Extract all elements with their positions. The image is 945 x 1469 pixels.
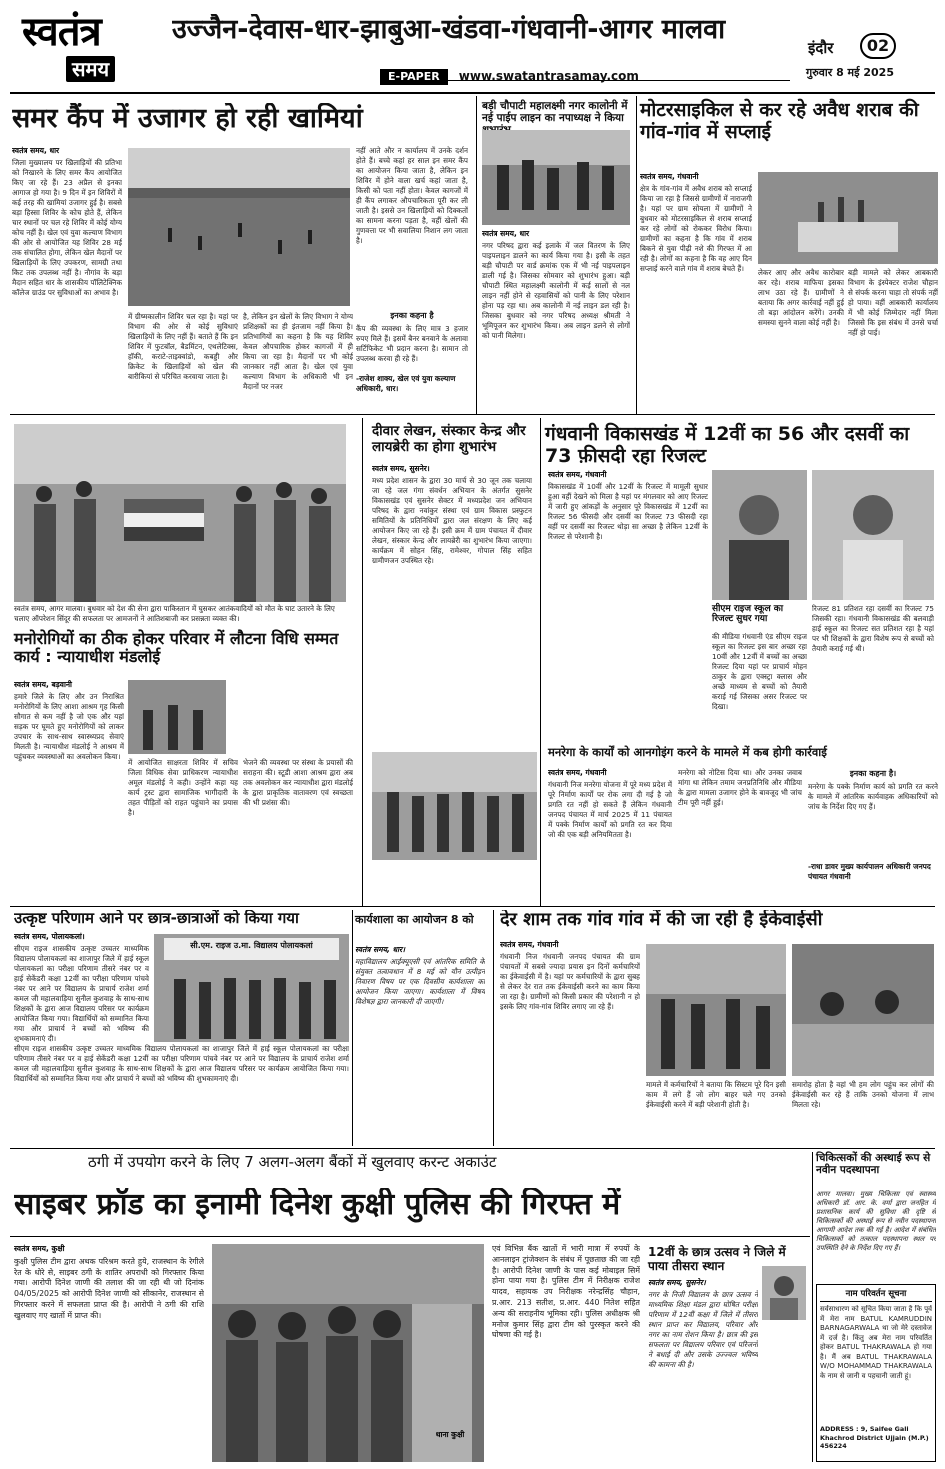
result-body: स्वतंत्र समय, गंधवानी विकासखंड में 10वीं और 12वीं के रिजल्ट में मामूली सुधार हुआ वहीं देखने को मिला है यहां पर मंगलवार को आए रिजल्ट में जारी हुए आंकड़ों के अनुसार पूरे विकासखंड में 12वीं का रिजल्ट 56 फीसदी और दसवीं का रिजल्ट 73 फीसदी रहा वहीं पर दसवीं का रिजल्ट थोड़ा सा अच्छा है लेकिन 12वीं के रिजल्ट से परेशानी है। [548, 470, 708, 541]
protest-caption: स्वतंत्र समय, आगर मालवा। बुधवार को देश की सेना द्वारा पाकिस्तान में घुसकर आतंकवादियों को मौत के घाट उतारने के लिए चलाए ऑपरेशन सिंदूर की सफलता पर आमजनों ने आतिशबाजी कर प्रसन्नता व्यक्त की। [14, 604, 335, 623]
city-label: इंदौर [808, 39, 834, 57]
notice-title: नाम परिवर्तन सूचना [820, 1288, 932, 1302]
result-headline: गंधवानी विकासखंड में 12वीं का 56 और दसवीं का 73 फ़ीसदी रहा रिजल्ट [545, 423, 910, 467]
class12-body: स्वतंत्र समय, सुसनेर। नगर के निजी विद्यालय के छात्र उत्सव ने माध्यमिक शिक्षा मंडल द्वारा घोषित परीक्षा परिणाम में 12वीं कक्षा में जिले में तीसरा स्थान प्राप्त कर विद्यालय, परिवार और नगर का नाम रोशन किया है। छात्र की इस सफलता पर विद्यालय परिवार एवं परिजनों ने बधाई दी और उसके उज्ज्वल भविष्य की कामना की है। [648, 1278, 758, 1369]
result-photo-caption: सीएम राइज स्कूल का रिजल्ट सुधर गया [712, 604, 784, 625]
liquor-col3: बड़ी मामले को लेकर आबकारी विभाग के इंस्पेक्टर राजेश चौहान से संपर्क करना चाहा तो संपर्क नहीं हो पाया। वहीं आबकारी कार्यालय में भी कोई जिम्मेदार नहीं मिला जिससे कि इस संबंध में उनसे चर्चा नहीं हो पाई। [848, 268, 938, 337]
masthead [0, 0, 945, 92]
edition-title: उज्जैन-देवास-धार-झाबुआ-खंडवा-गंधवानी-आगर मालवा [172, 14, 726, 45]
ekyc-col3: समारोह होता है वहां भी हम लोग पहुंच कर लोगों की ईकेवाईसी कर रहे हैं ताकि उनको योजना में लाभ मिलता रहे। [792, 1080, 934, 1109]
hospitals-body: आगर मालवा। मुख्य चिकित्सा एवं स्वास्थ्य अधिकारी डॉ. आर. के. वर्मा द्वारा जनहित में प्रशासनिक कार्य की सुविधा की दृष्टि से चिकित्सकों की अस्थाई रूप से नवीन पदस्थापना आगामी आदेश तक की गई है। आदेश में संबंधित चिकित्सकों को तत्काल पदस्थापना स्थल पर उपस्थिति देने के निर्देश दिए गए हैं। [816, 1190, 936, 1252]
epaper-bar [380, 65, 790, 81]
cyber-kicker: ठगी में उपयोग करने के लिए 7 अलग-अलग बैंकों में खुलवाए करन्ट अकाउंट [88, 1154, 497, 1171]
epaper-label: E-PAPER [380, 69, 448, 85]
website[interactable]: www.swatantrasamay.com [458, 69, 639, 83]
library-body: स्वतंत्र समय, सुसनेर। मध्य प्रदेश शासन के द्वारा 30 मार्च से 30 जून तक चलाया जा रहे जल गंगा संवर्धन अभियान के अंतर्गत सुसनेर विकासखंड एवं सुसनेर सेक्टर में मध्यप्रदेश जन अभियान परिषद के द्वारा नवांकुर संस्था एवं ग्राम विकास प्रस्फुटन समितियों के प्रतिनिधियों द्वारा जल संरक्षण के लिए कई आयोजन किए जा रहे हैं। इसी क्रम में ग्राम पंचायत में दीवार लेखन, संस्कार केन्द्र और लायब्रेरी का शुभारंभ किया जाएगा। कार्यक्रम में सोहन सिंह, रामेश्वर, गोपाल सिंह सहित ग्रामीणजन उपस्थित रहे। [372, 464, 532, 565]
mnrega-headline: मनरेगा के कार्यों को आनगोइंग करने के मामले में कब होगी कार्रवाई [548, 745, 827, 759]
class12-headline: 12वीं के छात्र उत्सव ने जिले में पाया तीसरा स्थान [648, 1245, 786, 1273]
notice-address: ADDRESS : 9, Saifee Gali Khachrod District Ujjain (M.P.) 456224 [820, 1425, 929, 1450]
exam-headline: उत्कृष्ट परिणाम आने पर छात्र-छात्राओं को किया गया [14, 910, 299, 927]
result-col3: रिजल्ट 81 प्रतिशत रहा दसवीं का रिजल्ट 75 जिसकी रहा। गंधवानी विकासखंड की बलवाड़ी हाई स्कूल का रिजल्ट सत प्रतिशत रहा है यहां पर भी शिक्षकों के द्वारा विशेष रूप से बच्चों को तैयारी कराई गई थी। [812, 604, 934, 653]
summer-camp-headline: समर कैंप में उजागर हो रही खामियां [12, 103, 363, 134]
notice-body: सर्वसाधारण को सूचित किया जाता है कि पूर्व में मेरा नाम BATUL KAMRUDDIN BARNAGARWALA था जो मेरे दस्तावेज में दर्ज है। किंतु अब मेरा नाम परिवर्तित होकर BATUL THAKRAWALA हो गया है। मैं अब BATUL THAKRAWALA W/O MOHAMMAD THAKRAWALA के नाम से जानी व पहचानी जाती हूं। [820, 1305, 932, 1380]
summer-camp-col1: स्वतंत्र समय, धार जिला मुख्यालय पर खिलाड़ियों की प्रतिभा को निखारने के लिए समर कैंप आयोजित किए जा रहे हैं। 23 अप्रैल से इनका आगाज हो गया है। 9 दिन में इन शिविरों में कई तरह की खामियां उजागर हुई है। सबसे बड़ा हिस्सा शिविर के कोच होते हैं, लेकिन चार स्थानों पर चल रहे शिविर में कोई योग्य कोच नहीं है। खेल एवं युवा कल्याण विभाग की ओर से आयोजित यह शिविर 28 मई तक संचालित होगा, लेकिन खेल मैदानों पर खिलाड़ियों के लिए उपकरण, सामग्री तथा किट तक उपलब्ध नहीं है। नौगांव के बड़ा मैदान सहित धार के शासकीय पॉलिटेक्निक कॉलेज ग्राउंड पर सुविधाओं का अभाव है। [12, 146, 122, 297]
liquor-photo [758, 172, 938, 264]
mnrega-body: स्वतंत्र समय, गंधवानी गंधवानी निज मनरेगा योजना में पूरे मध्य प्रदेश में पूरे निर्माण कार्यों पर रोक लगा दी गई है जो प्रगति रत नहीं हो सकते हैं लेकिन गंधवानी जनपद पंचायत में मार्च 2025 में 11 पंचायत में पक्के निर्माण कार्यों को प्रगति रत कर दिया जो की एक बड़ी अनियमितता है। [548, 768, 672, 839]
school-sign: सी.एम. राइज उ.मा. विद्यालय पोलायकलां [190, 941, 313, 950]
name-change-notice [816, 1284, 936, 1462]
issue-date: गुरुवार 8 मई 2025 [806, 66, 894, 79]
student-photo-2 [812, 470, 934, 600]
workshop-body: स्वतंत्र समय, धार। महाविद्यालय आईक्यूएसी एवं आंतरिक समिति के संयुक्त तत्वावधान में 8 मई को यौन उत्पीड़न निवारण विषय पर एक दिवसीय कार्यशाला का आयोजन किया जाएगा। कार्यशाला में विषय विशेषज्ञ द्वारा जानकारी दी जाएगी। [355, 945, 485, 1006]
summer-camp-quote: इनका कहना है कैंप की व्यवस्था के लिए मात्र 3 हजार रुपए मिले हैं। इसमें बैनर बनवाने के अलावा सर्टिफिकेट भी प्रदान करना है। सामान तो उपलब्ध करवा ही रहे हैं। -राजेश शाक्य, खेल एवं युवा कल्याण अधिकारी, धार। [356, 311, 468, 393]
pipeline-headline: बड़ी चौपाटी महालक्ष्मी नगर कालोनी में नई पाईप लाइन का नपाध्यक्ष ने किया [482, 100, 628, 125]
ekyc-photo-1 [646, 944, 786, 1076]
ekyc-headline: देर शाम तक गांव गांव में की जा रही है ईकेवाईसी [500, 910, 823, 930]
summer-camp-col2: नहीं आते और न कार्यालय में उनके दर्शन होते हैं। बच्चे कहां हर साल इन समर कैंप का आयोजन किया जाता है, लेकिन इन शिविर में होने वाला खर्च कहां जाता है, किसी को पता नहीं होता। केवल कागजों में ही कैंप लगाकर औपचारिकता पूरी कर ली जाती है। इससे उन खिलाड़ियों को दिक्कतों का सामना करना पड़ता है, वहीं खेलों की गुणवत्ता पर भी सवालिया निशान लग जाता है। [356, 146, 468, 245]
group-photo [372, 752, 537, 860]
exam-body-left: स्वतंत्र समय, पोलायकलां। सीएम राइज शासकीय उत्कृष्ट उच्चतर माध्यमिक विद्यालय पोलायकलां का शाजापुर जिले में हाई स्कूल पोलायकलां का परीक्षा परिणाम तीसरे नंबर पर व हाई सेकेंडरी कक्षा 12वीं का परीक्षा परिणाम पांचवे नंबर पर आने पर विद्यालय के प्राचार्य राजेश शर्मा कमल जी महालवाड़िया सुनील कुशवाह के साथ-साथ शिक्षकों के द्वारा आज विद्यालय परिसर पर कार्यक्रम आयोजित किया गया। विद्यार्थियों को सम्मानित किया गया और प्राचार्य ने बच्चों को भविष्य की शुभकामनाएं दी। [14, 932, 149, 1042]
class12-student-photo [762, 1266, 806, 1320]
liquor-body: स्वतंत्र समय, गंधवानी क्षेत्र के गांव-गांव में अवैध शराब को सप्लाई किया जा रहा है जिससे ग्रामीणों में नाराजगी है। यहां पर ग्राम सोयला में ग्रामीणों ने बुधवार को मोटरसाइकिल से शराब सप्लाई कर रहे लोगों को रोककर विरोध किया। ग्रामीणों का कहना है कि गांव में शराब बिकने से युवा पीढ़ी नशे की गिरफ्त में आ रही है। लोगों का कहना है कि वह आए दिन सप्लाई करने वाले गांव में शराब बेचते हैं। [640, 172, 752, 273]
pipeline-photo [482, 130, 630, 225]
ekyc-col2: मामले में कर्मचारियों ने बताया कि सिस्टम पूरे दिन इसी काम में लगे हैं जो लोग बाहर चले गए उनको ईकेवाईसी करने में बड़ी परेशानी होती है। [646, 1080, 786, 1109]
mental-col2: में आयोजित साक्षरता शिविर में सचिव जिला विधिक सेवा प्राधिकरण न्यायाधीश अमूल मंडलोई ने कही। उन्होंने कहा यह कार्य ट्रस्ट द्वारा सामाजिक भागीदारी के तहत पीड़ितों को राहत पहुंचाने का प्रयास है। [128, 758, 238, 817]
mental-headline: मनोरोगियों का ठीक होकर परिवार में लौटना विधि सम्मत कार्य : न्यायाधीश मंडलोई [14, 629, 339, 667]
mnrega-quote: इनका कहना है। मनरेगा के पक्के निर्माण कार्य को प्रगति रत करने के मामले में आंतरिक कार्यवाहक अधिकारियों को जांच के निर्देश दिए गए हैं। -राधा डावर मुख्य कार्यपालन अधिकारी जनपद पंचायत गंधवानी [808, 769, 938, 881]
ekyc-body: स्वतंत्र समय, गंधवानी गंधवानी निज गंधवानी जनपद पंचायत की ग्राम पंचायतों में सबसे ज्यादा प्रयास इन दिनों कर्मचारियों का ईकेवाईसी में है। यहां पर कर्मचारियों के द्वारा सुबह से लेकर देर रात तक ईकेवाईसी करने का काम किया जा रहा है। ग्रामीणों को किसी प्रकार की परेशानी न हो इसके लिए गांव-गांव शिविर लगाए जा रहे हैं। [500, 940, 640, 1011]
summer-camp-byline: स्वतंत्र समय, धार [12, 146, 60, 155]
cyber-body: स्वतंत्र समय, कुक्षी कुक्षी पुलिस टीम द्वारा अथक परिश्रम करते हुये, राजस्थान के रेगीले रेत के धोरे से, साइबर ठगी के शातिर अपराधी को गिरफ्तार किया गया। आरोपी दिनेश जाणी की तलाश की जा रही थी जो दिनांक 04/05/2025 को आरोपी दिनेश जाणी को सीकानेर, राजस्थान से गिरफ्तार करने में सफलता प्राप्त की है। आरोपी ने ठगी की राशि खुलवाए गए खातों में प्राप्त की। [14, 1244, 204, 1320]
hospitals-headline: चिकित्सकों की अस्थाई रूप से नवीन पदस्थापना [816, 1152, 931, 1177]
cyber-col2: एवं विभिन्न बैंक खातों में भारी मात्रा में रुपयों के आनलाइन ट्रांजेक्शन के संबंध में पूछताछ की जा रही है। आरोपी दिनेश जाणी के पास कई मोबाइल सिमें होना पाया गया है। पुलिस टीम में निरीक्षक राजेश यादव, सहायक उप निरीक्षक नरेन्द्रसिंह चौहान, प्र.आर. 213 सतीश, प्र.आर. 440 नितेश सहित अन्य की सराहनीय भूमिका रही। पुलिस अधीक्षक श्री मनोज कुमार सिंह द्वारा टीम को पुरस्कृत करने की घोषणा की गई है। [492, 1244, 640, 1340]
protest-photo [14, 424, 346, 602]
cyber-headline: साइबर फ्रॉड का इनामी दिनेश कुक्षी पुलिस की गिरफ्त में [14, 1188, 621, 1222]
quote-author: -राजेश शाक्य, खेल एवं युवा कल्याण अधिकारी, धार। [356, 374, 456, 393]
logo-bottom-text: समय [66, 56, 115, 82]
mental-col3: भेजने की व्यवस्था पर संस्था के प्रयासों की सराहना की। स्टूडी आशा आश्रम द्वारा अब तक अवलोकन कर न्यायाधीश द्वारा मंडलोई के द्वारा प्राकृतिक वातावरण एवं स्वच्छता की भी प्रशंसा की। [243, 758, 353, 807]
liquor-headline: मोटरसाइकिल से कर रहे अवैध शराब की गांव-गांव में सप्लाई [640, 99, 919, 143]
mental-body: स्वतंत्र समय, बड़वानी हमारे जिले के लिए और उन निराश्रित मनोरोगियों के लिए आशा आश्रम गृह किसी सौगात से कम नहीं है जो एक और यहां सड़क पर घूमते हुए मनोरोगियों को लाकर उपचार के साथ-साथ स्वास्थ्यप्रद सेवाएं मिलती है। न्यायाधीश मंडलोई ने आश्रम में पहुंचकर व्यवस्थाओं का अवलोकन किया। [14, 680, 124, 761]
summer-camp-col4: है, लेकिन इन खेलों के लिए विभाग ने योग्य प्रशिक्षकों का ही इंतजाम नहीं किया है। प्रतिभागियों का कहना है कि यह शिविर केवल औपचारिक होकर कागजों में ही किया जा रहा है। मैदानों पर भी कोई जानकार नहीं आता है। खेल एवं युवा कल्याण विभाग के अधिकारी भी इन मैदानों पर नजर [243, 312, 353, 391]
pipeline-body: स्वतंत्र समय, धार नगर परिषद द्वारा कई इलाके में जल वितरण के लिए पाइपलाइन डालने का कार्य किया गया है। इसी के तहत बड़ी चौपाटी पर वार्ड क्रमांक एक में भी नई पाइपलाइन डाली गई है। जिसका सोमवार को शुभारंभ हुआ। बड़ी चौपाटी स्थित महालक्ष्मी कालोनी में कई सालों से नल लाइन नहीं होने से रहवासियों को पानी के लिए परेशान होना पड़ रहा था। अब कालोनी में नई लाइन डल रही है। जिसका बुधवार को नगर परिषद अध्यक्ष श्रीमती ने भूमिपूजन कर शुभारंभ किया। अब लाइन डलने से लोगों को पानी मिलेगा। [482, 229, 630, 340]
quote-title: इनका कहना है [390, 311, 434, 320]
mnrega-quote-title: इनका कहना है। [849, 769, 897, 778]
logo-top-text: स्वतंत्र [22, 9, 101, 55]
result-col2: की मीडिया गंधवानी एंड सीएम राइज स्कूल का रिजल्ट इस बार अच्छा रहा 10वीं और 12वीं में बच्चों का अच्छा रिजल्ट दिया यहां पर प्राचार्य मोहन ठाकुर के द्वारा एक्स्ट्रा क्लास और अच्छे माध्यम से बच्चों को तैयारी कराई गई जिसका असर रिजल्ट पर दिखा। [712, 632, 807, 711]
page-number: 02 [860, 33, 896, 59]
exam-body-full: सीएम राइज शासकीय उत्कृष्ट उच्चतर माध्यमिक विद्यालय पोलायकलां का शाजापुर जिले में हाई स्कूल पोलायकलां का परीक्षा परिणाम तीसरे नंबर पर व हाई सेकेंडरी कक्षा 12वीं का परीक्षा परिणाम पांचवे नंबर पर आने पर विद्यालय के प्राचार्य राजेश शर्मा कमल जी महालवाड़िया सुनील कुशवाह के साथ-साथ शिक्षकों के द्वारा आज विद्यालय परिसर पर कार्यक्रम आयोजित किया गया। विद्यार्थियों को सम्मानित किया गया और प्राचार्य ने बच्चों को भविष्य की शुभकामनाएं दी। [14, 1044, 349, 1083]
ekyc-photo-2 [792, 944, 934, 1076]
police-station-sign: थाना कुक्षी [435, 1430, 465, 1439]
mental-photo [128, 680, 226, 754]
mnrega-col2: मनरेगा को नोटिस दिया था। और उनका जवाब मांगा था लेकिन तमाम जनप्रतिनिधि और मीडिया के द्वारा मामला उजागर होने के बावजूद भी जांच टीम पूरी नहीं हुई। [678, 768, 802, 807]
football-field-photo [128, 148, 350, 306]
logo [22, 10, 157, 86]
student-photo-1 [712, 470, 807, 600]
workshop-headline: कार्यशाला का आयोजन 8 को [355, 913, 474, 926]
summer-camp-col3: में ग्रीष्मकालीन शिविर चल रहा है। यहां पर विभाग की ओर से कोई सुविधाएं खिलाड़ियों के लिए नहीं हैं। बताते हैं कि इन शिविर में फुटबॉल, बैडमिंटन, एथलेटिक्स, हॉकी, कराटे-ताइक्वांडो, कबड्डी और क्रिकेट के खिलाड़ियों को खेल की बारीकियां से परिचित करवाया जाता है। [128, 312, 238, 381]
liquor-col2: लेकर आए और अवैध कारोबार कर रहे। शराब माफिया इसका लाभ उठा रहे हैं। ग्रामीणों ने बताया कि अगर कार्रवाई नहीं हुई तो बड़ा आंदोलन करेंगे। उनकी समस्या सुनने वाला कोई नहीं है। [758, 268, 844, 327]
library-headline: दीवार लेखन, संस्कार केन्द्र और लायब्रेरी का होगा शुभारंभ [372, 423, 526, 455]
mnrega-quote-author: -राधा डावर मुख्य कार्यपालन अधिकारी जनपद पंचायत गंधवानी [808, 862, 931, 881]
